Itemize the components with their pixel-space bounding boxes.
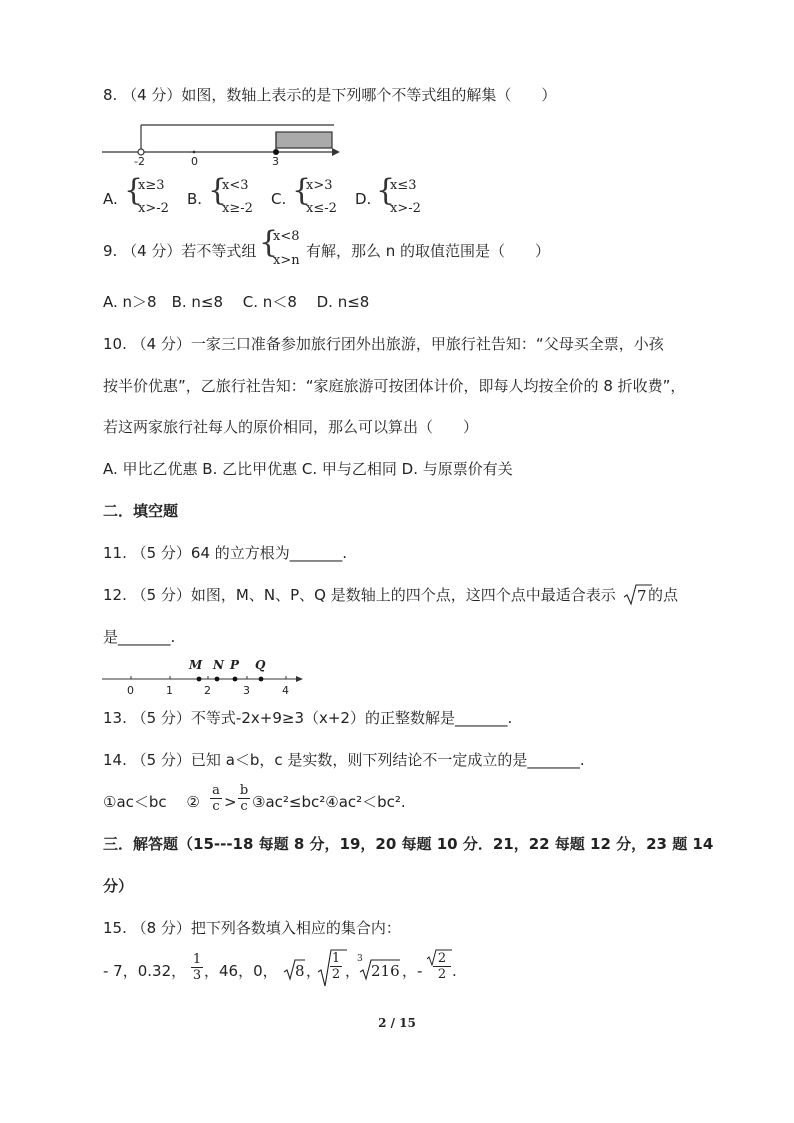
q15-nums-b: ，46，0， bbox=[204, 962, 278, 980]
q8-option-b-label: B. bbox=[187, 190, 203, 208]
q10-line3: 若这两家旅行社每人的原价相同，那么可以算出（ ） bbox=[103, 418, 479, 436]
q14-opt1: ①ac＜bc ② bbox=[103, 793, 200, 811]
q12-number-line bbox=[100, 652, 310, 698]
q14-gt: > bbox=[224, 793, 237, 811]
q15-frac-half-den: 2 bbox=[331, 967, 341, 982]
q12-line1-a: 12. （5 分）如图，M、N、P、Q 是数轴上的四个点，这四个点中最适合表示 bbox=[103, 586, 616, 604]
q15-cuberoot-radicand: 216 bbox=[371, 962, 400, 980]
q14-frac-a bbox=[210, 783, 222, 814]
q9-sys1: x<8 bbox=[273, 229, 300, 244]
q15-frac-sqrt2-den: 2 bbox=[433, 966, 451, 982]
q8-option-a-label: A. bbox=[103, 190, 118, 208]
q13: 13. （5 分）不等式-2x+9≥3（x+2）的正整数解是_______. bbox=[103, 709, 513, 727]
q10-options: A. 甲比乙优惠 B. 乙比甲优惠 C. 甲与乙相同 D. 与原票价有关 bbox=[103, 460, 513, 478]
brace-a: { bbox=[124, 173, 144, 208]
q12-line1-b: 的点 bbox=[648, 586, 679, 604]
q15-stem: 15. （8 分）把下列各数填入相应的集合内： bbox=[103, 919, 401, 937]
q14-opt3: ③ac²≤bc²④ac²＜bc². bbox=[252, 793, 406, 811]
q14-line1: 14. （5 分）已知 a＜b，c 是实数，则下列结论不一定成立的是_______. bbox=[103, 751, 585, 769]
q12-sqrt7-radicand: 7 bbox=[637, 587, 647, 605]
q15-sep2: ， bbox=[345, 962, 361, 980]
q8-b-line1: x<3 bbox=[222, 178, 249, 193]
q15-frac-third-num: 1 bbox=[192, 952, 202, 967]
label-n: N bbox=[213, 658, 224, 672]
q14-frac-b-num: b bbox=[239, 783, 249, 798]
brace-b: { bbox=[208, 173, 228, 208]
q8-option-d-label: D. bbox=[355, 190, 372, 208]
q14-frac-a-num: a bbox=[212, 783, 220, 798]
q8-b-line2: x≥-2 bbox=[222, 201, 253, 216]
q8-a-line2: x>-2 bbox=[138, 201, 169, 216]
brace-c: { bbox=[292, 173, 312, 208]
q8-d-line2: x>-2 bbox=[390, 201, 421, 216]
page-number: 2 / 15 bbox=[378, 1016, 416, 1030]
tick-label-neg2: -2 bbox=[134, 155, 145, 168]
point-p bbox=[233, 677, 238, 682]
q15-frac-third-den: 3 bbox=[192, 968, 202, 983]
q15-frac-half-num: 1 bbox=[331, 951, 341, 966]
q15-cube-index: 3 bbox=[357, 954, 363, 964]
q15-frac-sqrt2-num: 2 bbox=[437, 951, 447, 966]
q8-number-line bbox=[100, 120, 340, 168]
point-n bbox=[215, 677, 220, 682]
tick-label-0: 0 bbox=[191, 155, 198, 168]
section-3-heading-line1: 三．解答题（15---18 每题 8 分，19，20 每题 10 分．21，22 每题 12 分，23 题 14 bbox=[103, 835, 714, 853]
tick-2: 2 bbox=[204, 684, 211, 697]
q15-frac-sqrt2 bbox=[433, 951, 451, 982]
brace-d: { bbox=[376, 173, 396, 208]
q10-line2: 按半价优惠”，乙旅行社告知：“家庭旅游可按团体计价，即每人均按全价的 8 折收费”， bbox=[103, 377, 686, 395]
section-3-heading-line2: 分） bbox=[103, 877, 134, 895]
label-q: Q bbox=[255, 658, 266, 672]
q9-sys2: x>n bbox=[273, 253, 300, 268]
section-2-heading: 二．填空题 bbox=[103, 502, 179, 520]
q15-frac-third bbox=[191, 952, 203, 983]
q9-options: A. n＞8 B. n≤8 C. n＜8 D. n≤8 bbox=[103, 293, 370, 311]
q15-sep1: ， bbox=[306, 962, 322, 980]
q11: 11. （5 分）64 的立方根为_______. bbox=[103, 544, 348, 562]
tick-label-3: 3 bbox=[272, 155, 279, 168]
q15-end: . bbox=[452, 962, 457, 980]
q14-frac-b bbox=[238, 783, 250, 814]
q8-c-line1: x>3 bbox=[306, 178, 333, 193]
q8-option-c-label: C. bbox=[271, 190, 287, 208]
q15-sqrt8-radicand: 8 bbox=[295, 962, 305, 980]
q8-d-line1: x≤3 bbox=[390, 178, 417, 193]
q14-frac-b-den: c bbox=[238, 798, 250, 814]
q10-line1: 10. （4 分）一家三口准备参加旅行团外出旅游，甲旅行社告知：“父母买全票，小孩 bbox=[103, 335, 664, 353]
label-p: P bbox=[230, 658, 240, 672]
q8-stem: 8. （4 分）如图，数轴上表示的是下列哪个不等式组的解集（ ） bbox=[103, 86, 557, 104]
label-m: M bbox=[189, 658, 203, 672]
q9-suffix: 有解，那么 n 的取值范围是（ ） bbox=[306, 242, 551, 260]
tick-3: 3 bbox=[243, 684, 250, 697]
tick-1: 1 bbox=[166, 684, 173, 697]
q15-frac-half bbox=[330, 951, 342, 982]
q15-nums-a: - 7，0.32， bbox=[103, 962, 187, 980]
point-m bbox=[197, 677, 202, 682]
q8-a-line1: x≥3 bbox=[138, 178, 165, 193]
brace-q9: { bbox=[259, 225, 279, 260]
tick-4: 4 bbox=[282, 684, 289, 697]
tick-0: 0 bbox=[127, 684, 134, 697]
point-q bbox=[259, 677, 264, 682]
q8-c-line2: x≤-2 bbox=[306, 201, 337, 216]
q14-frac-a-den: c bbox=[210, 798, 222, 814]
q12-line2: 是_______. bbox=[103, 628, 176, 646]
q9-prefix: 9. （4 分）若不等式组 bbox=[103, 242, 257, 260]
q15-sep3: ，- bbox=[402, 962, 423, 980]
